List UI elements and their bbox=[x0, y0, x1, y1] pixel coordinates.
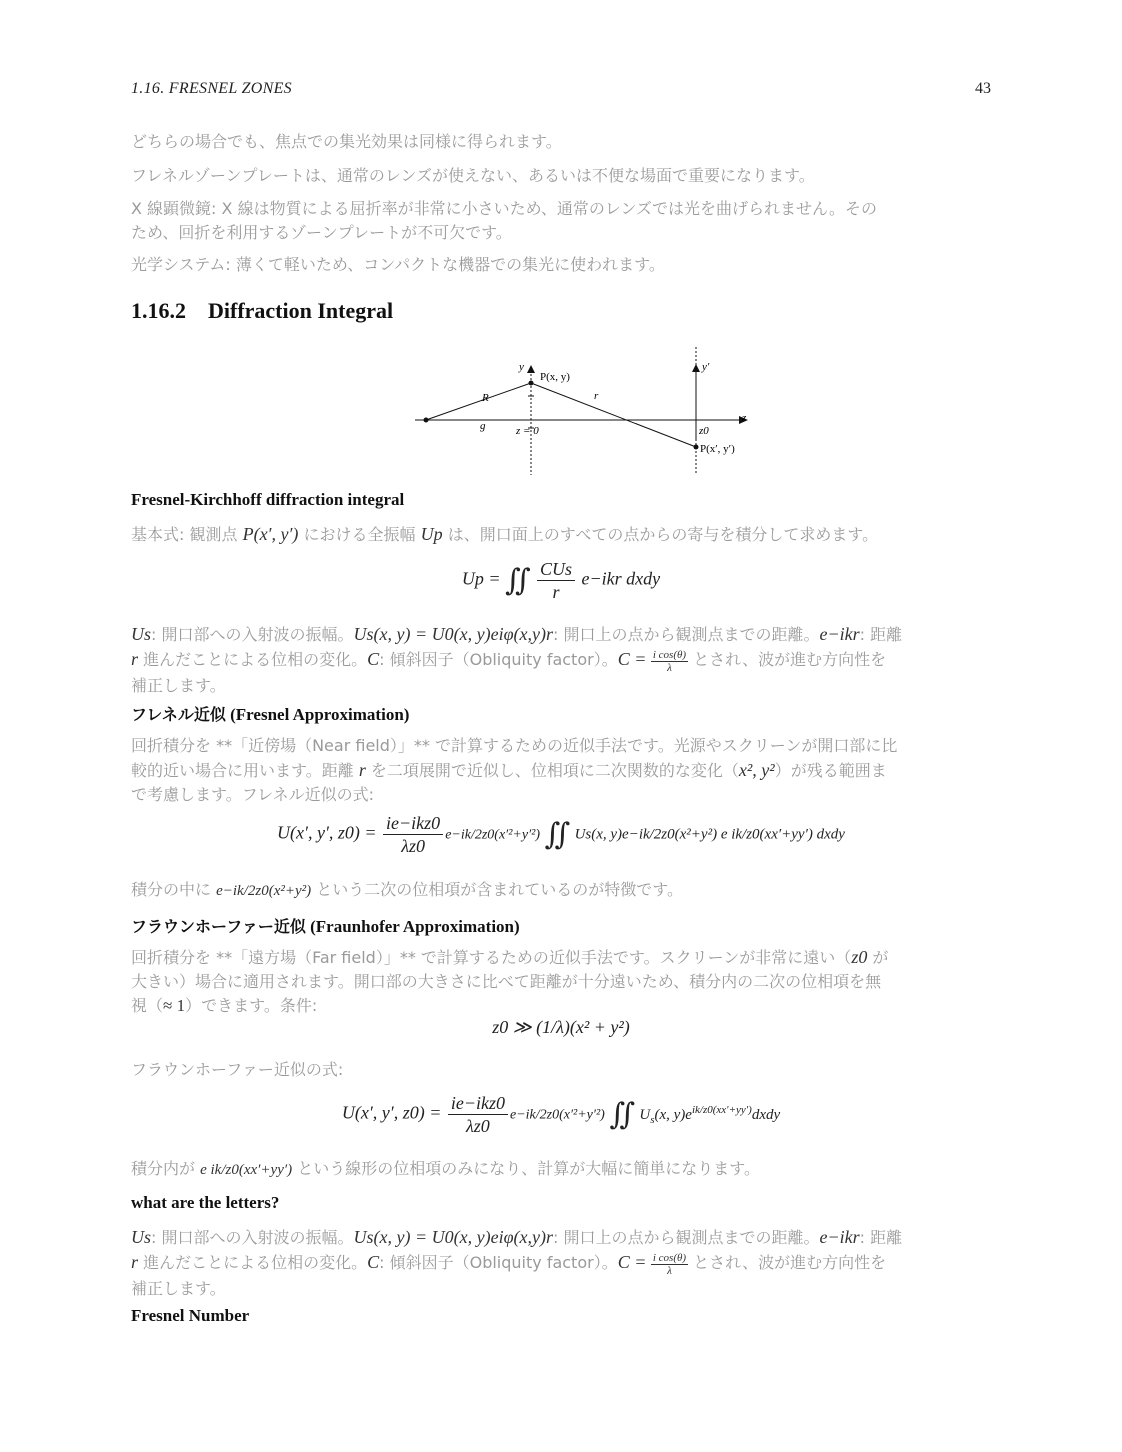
label-P-prime: P(x′, y′) bbox=[700, 443, 735, 455]
explain-l2-den: λ bbox=[667, 662, 672, 674]
intro-block bbox=[131, 130, 991, 154]
explain-l2-d: : 傾斜因子（Obliquity factor）。 bbox=[379, 650, 618, 669]
r-ray bbox=[531, 383, 696, 447]
intro-block-2 bbox=[131, 164, 991, 188]
fraunhofer-l1-b: が bbox=[867, 948, 889, 967]
label-yprime: y′ bbox=[702, 361, 710, 373]
question-heading-block bbox=[131, 1193, 991, 1213]
explain-r1-d: : 開口上の点から観測点までの距離。 bbox=[553, 1228, 820, 1247]
fresnel-heading-en: (Fresnel Approximation) bbox=[225, 705, 410, 724]
label-z-eq-0: z = 0 bbox=[516, 425, 539, 437]
fraunhofer-equation bbox=[131, 1092, 991, 1137]
fraunhofer-eq-fraction bbox=[448, 1092, 508, 1137]
fresnel-eq-lhs: U(x′, y′, z0) = bbox=[277, 822, 377, 843]
explain-l1-b: : 開口部への入射波の振幅。 bbox=[151, 625, 354, 644]
page-number: 43 bbox=[975, 80, 991, 97]
fresnel-eq-den: λz0 bbox=[401, 836, 426, 856]
explain-l1-e: e−ikr bbox=[819, 624, 860, 644]
fresnel-l2-a: 較的近い場合に用います。距離 bbox=[131, 761, 359, 780]
fresnel-eq-num: ie−ikz0 bbox=[383, 812, 443, 835]
fresnel-after-a: 積分の中に bbox=[131, 880, 217, 899]
fk-basic-math: P(x′, y′) bbox=[242, 524, 299, 544]
intro-block-4 bbox=[131, 253, 991, 277]
fraunhofer-after-m: e ik/z0(xx′+yy′) bbox=[200, 1162, 293, 1178]
fresnel-number-heading-block bbox=[131, 1306, 991, 1326]
explain-r2-a: r bbox=[131, 1252, 139, 1272]
fresnel-after-block bbox=[131, 878, 991, 903]
explain-l2-b: 進んだことによる位相の変化。 bbox=[138, 650, 368, 669]
explain-l2-e: C = bbox=[617, 649, 651, 669]
explain-l1-f: : 距離 bbox=[859, 625, 903, 644]
running-header bbox=[131, 80, 991, 102]
fresnel-eq-fraction bbox=[383, 812, 443, 857]
intro-block-3 bbox=[131, 197, 991, 245]
fraunhofer-line-2: 大きい）場合に適用されます。開口部の大きさに比べて距離が十分遠いため、積分内の二次の位相項を無 bbox=[131, 972, 882, 991]
fresnel-equation bbox=[131, 812, 991, 857]
intro-paragraph-3-line-1: X 線顕微鏡: X 線は物質による屈折率が非常に小さいため、通常のレンズでは光を曲げられません。その bbox=[131, 199, 878, 218]
fraunhofer-heading bbox=[131, 914, 991, 937]
fk-basic-text bbox=[131, 522, 991, 547]
explain-l1-d: : 開口上の点から観測点までの距離。 bbox=[553, 625, 820, 644]
fk-heading: Fresnel-Kirchhoff diffraction integral bbox=[131, 490, 405, 509]
explain-l2-frac bbox=[651, 649, 688, 674]
explain-r1-e: e−ikr bbox=[819, 1227, 860, 1247]
explain-r2-c: C bbox=[367, 1252, 380, 1272]
fk-eq-lhs: Up = bbox=[461, 568, 501, 589]
intro-paragraph-1: どちらの場合でも、焦点での集光効果は同様に得られます。 bbox=[131, 132, 562, 151]
explain-r1-a: Us bbox=[131, 1227, 152, 1247]
explain-repeat-line-1 bbox=[131, 1225, 991, 1250]
section-heading bbox=[131, 298, 991, 324]
source-point bbox=[424, 418, 429, 423]
fresnel-l2-c: ）が残る範囲ま bbox=[774, 761, 887, 780]
fresnel-after bbox=[131, 878, 991, 903]
fraunhofer-line-3 bbox=[131, 994, 991, 1018]
fraunhofer-after-block bbox=[131, 1157, 991, 1182]
explain-l2-a: r bbox=[131, 649, 139, 669]
fraunhofer-l3-m: ≈ 1 bbox=[163, 996, 186, 1015]
point-P bbox=[529, 381, 534, 386]
fresnel-heading bbox=[131, 702, 991, 725]
double-integral-symbol: ∬ bbox=[504, 563, 531, 598]
explain-l1-c: Us(x, y) = U0(x, y)eiφ(x,y)r bbox=[353, 624, 554, 644]
explain-repeat-line-2 bbox=[131, 1250, 991, 1277]
explain-r1-c: Us(x, y) = U0(x, y)eiφ(x,y)r bbox=[353, 1227, 554, 1247]
explain-r2-e: C = bbox=[617, 1252, 651, 1272]
fresnel-text-block bbox=[131, 734, 991, 807]
explain-l1-a: Us bbox=[131, 624, 152, 644]
fk-basic-b: における全振幅 bbox=[298, 525, 421, 544]
fraunhofer-after-a: 積分内が bbox=[131, 1159, 201, 1178]
fresnel-line-3: で考慮します。フレネル近似の式: bbox=[131, 785, 374, 804]
explain-line-3: 補正します。 bbox=[131, 676, 226, 695]
fraunhofer-condition bbox=[131, 1017, 991, 1038]
label-z: z bbox=[742, 412, 747, 424]
fresnel-heading-jp: フレネル近似 bbox=[131, 705, 226, 724]
fraunhofer-heading-en: (Fraunhofer Approximation) bbox=[305, 917, 520, 936]
intro-paragraph-4: 光学システム: 薄くて軽いため、コンパクトな機器での集光に使われます。 bbox=[131, 255, 665, 274]
section-title: Diffraction Integral bbox=[208, 298, 394, 323]
explain-l2-f: とされ、波が進む方向性を bbox=[688, 650, 887, 669]
explain-r2-f: とされ、波が進む方向性を bbox=[688, 1253, 887, 1272]
fresnel-line-1: 回折積分を **「近傍場（Near field）」** で計算するための近似手法です。光源やスクリーンが開口部に比 bbox=[131, 736, 898, 755]
intro-paragraph-3-line-2: ため、回折を利用するゾーンプレートが不可欠です。 bbox=[131, 223, 512, 242]
y-axis-arrow bbox=[527, 365, 535, 373]
fraunhofer-eq-tail: $U_s(x$, $y)e^{ik/z0(xx'+yy')}dxdy$ bbox=[639, 1103, 781, 1126]
explain-r2-b: 進んだことによる位相の変化。 bbox=[138, 1253, 368, 1272]
section-number: 1.16.2 bbox=[131, 298, 186, 323]
fk-eq-fraction bbox=[537, 558, 575, 603]
explain-r2-d: : 傾斜因子（Obliquity factor）。 bbox=[379, 1253, 618, 1272]
explain-l2-c: C bbox=[367, 649, 380, 669]
explain-line-1 bbox=[131, 622, 991, 647]
label-R: R bbox=[482, 392, 489, 404]
fk-basic-c: は、開口面上のすべての点からの寄与を積分して求めます。 bbox=[442, 525, 879, 544]
explain-r1-b: : 開口部への入射波の振幅。 bbox=[151, 1228, 354, 1247]
point-P-prime bbox=[694, 445, 699, 450]
label-z0: z0 bbox=[699, 425, 709, 437]
fraunhofer-heading-block bbox=[131, 914, 991, 937]
fk-basic-block bbox=[131, 522, 991, 547]
label-y: y bbox=[519, 361, 524, 373]
fk-eq-num: CUs bbox=[537, 558, 575, 581]
fraunhofer-l1-a: 回折積分を **「遠方場（Far field）」** で計算するための近似手法です。スクリーンが非常に遠い（ bbox=[131, 948, 852, 967]
fk-eq-den: r bbox=[552, 582, 560, 602]
double-integral-symbol: ∬ bbox=[609, 1097, 635, 1132]
fraunhofer-eq-den: λz0 bbox=[466, 1116, 490, 1136]
explain-r2-frac bbox=[651, 1252, 688, 1277]
fresnel-eq-mid: e−ik/2z0(x′²+y′²) bbox=[445, 827, 541, 843]
explain-l2-num: i cos(θ) bbox=[652, 649, 687, 661]
fresnel-line-2 bbox=[131, 758, 991, 783]
fraunhofer-formula-label: フラウンホーファー近似の式: bbox=[131, 1060, 344, 1079]
fresnel-l2-m: x², y² bbox=[738, 760, 775, 780]
fresnel-l2-r: r bbox=[358, 760, 366, 780]
explain-repeat-block bbox=[131, 1225, 991, 1301]
intro-paragraph-2: フレネルゾーンプレートは、通常のレンズが使えない、あるいは不便な場面で重要になります。 bbox=[131, 166, 815, 185]
fk-equation bbox=[131, 558, 991, 603]
fresnel-number-heading: Fresnel Number bbox=[131, 1306, 250, 1325]
fraunhofer-l1-m: z0 bbox=[851, 947, 868, 967]
fresnel-after-m: e−ik/2z0(x²+y²) bbox=[216, 883, 312, 899]
fraunhofer-heading-jp: フラウンホーファー近似 bbox=[131, 917, 306, 936]
fraunhofer-eq-mid: e−ik/2z0(x′²+y′²) bbox=[509, 1107, 605, 1123]
question-heading: what are the letters? bbox=[131, 1193, 280, 1212]
fraunhofer-after bbox=[131, 1157, 991, 1182]
explain-r2-den: λ bbox=[667, 1265, 672, 1277]
fresnel-eq-tail: Us(x, y)e−ik/2z0(x²+y²) e ik/z0(xx′+yy′) dxdy bbox=[574, 826, 845, 843]
explain-block bbox=[131, 622, 991, 698]
section-heading-block bbox=[131, 298, 991, 324]
label-r: r bbox=[594, 390, 599, 402]
fraunhofer-l3-b: ）できます。条件: bbox=[185, 996, 318, 1015]
fraunhofer-eq-lhs: U(x′, y′, z0) = bbox=[341, 1102, 442, 1123]
fk-heading-block bbox=[131, 490, 991, 510]
fresnel-heading-block bbox=[131, 702, 991, 725]
running-header-section: 1.16. FRESNEL ZONES bbox=[131, 80, 292, 97]
fraunhofer-formula-label-block bbox=[131, 1058, 991, 1082]
yprime-axis-arrow bbox=[692, 364, 700, 372]
label-g: g bbox=[480, 420, 486, 432]
fraunhofer-eq-num: ie−ikz0 bbox=[448, 1092, 508, 1115]
explain-r2-num: i cos(θ) bbox=[652, 1252, 687, 1264]
fraunhofer-condition-text: z0 ≫ (1/λ)(x² + y²) bbox=[492, 1017, 630, 1037]
R-ray bbox=[426, 383, 531, 420]
fk-basic-up: Up bbox=[420, 524, 443, 544]
explain-line-2 bbox=[131, 647, 991, 674]
explain-r1-f: : 距離 bbox=[859, 1228, 903, 1247]
label-P: P(x, y) bbox=[540, 371, 570, 383]
fraunhofer-after-b: という線形の位相項のみになり、計算が大幅に簡単になります。 bbox=[292, 1159, 760, 1178]
fresnel-l2-b: を二項展開で近似し、位相項に二次関数的な変化（ bbox=[365, 761, 739, 780]
fraunhofer-line-1 bbox=[131, 945, 991, 970]
fk-basic-a: 基本式: 観測点 bbox=[131, 525, 243, 544]
diffraction-geometry-figure bbox=[410, 345, 755, 480]
fk-eq-tail: e−ikr dxdy bbox=[581, 568, 661, 589]
fresnel-after-b: という二次の位相項が含まれているのが特徴です。 bbox=[311, 880, 683, 899]
fraunhofer-text-block bbox=[131, 945, 991, 1018]
explain-repeat-line-3: 補正します。 bbox=[131, 1279, 226, 1298]
fraunhofer-l3-a: 視（ bbox=[131, 996, 164, 1015]
double-integral-symbol: ∬ bbox=[544, 817, 571, 852]
